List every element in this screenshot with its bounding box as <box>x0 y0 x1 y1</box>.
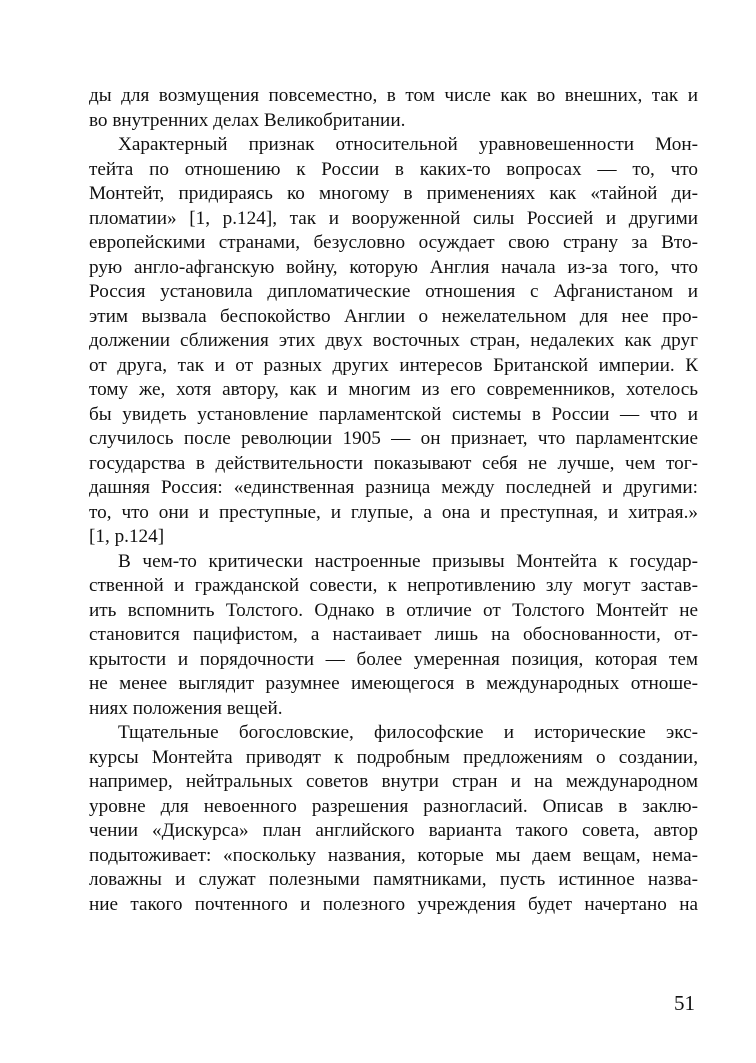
text-line: Россия установила дипломатические отношения с Афганистаном и <box>89 281 698 302</box>
text-line: В чем-то критически настроенные призывы Монтейта к государ- <box>118 550 698 572</box>
text-line: пломатии» [1, p.124], так и вооруженной силы Россией и другими <box>89 207 698 229</box>
text-line: ственной и гражданской совести, к непротивлению злу могут застав- <box>89 575 698 596</box>
text-line: ить вспомнить Толстого. Однако в отличие от Толстого Монтейт не <box>89 599 698 621</box>
text-line: уровне для невоенного разрешения разногласий. Описав в заклю- <box>89 795 698 817</box>
text-line: ние такого почтенного и полезного учреждения будет начертано на <box>89 893 698 915</box>
paragraph-1 <box>89 84 698 133</box>
text-line: должении сближения этих двух восточных стран, недалеких как друг <box>89 330 698 351</box>
text-line: тому же, хотя автору, как и многим из его современников, хотелось <box>89 379 698 400</box>
text-line: от друга, так и от разных других интересов Британской империи. К <box>89 354 698 376</box>
text-line: этим вызвала беспокойство Англии о нежелательном для нее про- <box>89 305 698 327</box>
page-number: 51 <box>674 991 695 1015</box>
body-text <box>89 84 698 917</box>
text-line: крытости и порядочности — более умеренная позиция, которая тем <box>89 648 698 670</box>
text-line: Характерный признак относительной уравновешенности Мон- <box>118 134 698 155</box>
text-line: бы увидеть установление парламентской системы в России — что и <box>89 403 698 425</box>
text-line: становится пацифистом, а настаивает лишь на обоснованности, от- <box>89 624 698 645</box>
text-line: государства в действительности показывают себя не лучше, чем тог- <box>89 452 698 474</box>
text-line: Тщательные богословские, философские и исторические экс- <box>118 722 698 743</box>
text-line: тейта по отношению к России в каких-то вопросах — то, что <box>89 158 698 180</box>
paragraph-3 <box>89 550 698 722</box>
text-line: ловажны и служат полезными памятниками, пусть истинное назва- <box>89 869 698 890</box>
text-line: например, нейтральных советов внутри стран и на международном <box>89 771 698 792</box>
text-line: то, что они и преступные, и глупые, а она и преступная, и хитрая.» <box>89 501 698 523</box>
text-line: подытоживает: «поскольку названия, которые мы даем вещам, нема- <box>89 844 698 866</box>
text-line: случилось после революции 1905 — он признает, что парламентские <box>89 428 698 449</box>
paragraph-4 <box>89 721 698 917</box>
text-line: рую англо-афганскую войну, которую Англия начала из-за того, что <box>89 256 698 278</box>
text-line: Монтейт, придираясь ко многому в применениях как «тайной ди- <box>89 183 698 204</box>
text-line: ды для возмущения повсеместно, в том числе как во внешних, так и <box>89 85 698 106</box>
paragraph-2 <box>89 133 698 550</box>
text-line: европейскими странами, безусловно осуждает свою страну за Вто- <box>89 232 698 253</box>
text-line: ниях положения вещей. <box>89 697 283 719</box>
text-line: [1, p.124] <box>89 526 165 547</box>
text-line: во внутренних делах Великобритании. <box>89 109 406 131</box>
text-line: курсы Монтейта приводят к подробным предложениям о создании, <box>89 746 698 768</box>
text-line: не менее выглядит разумнее имеющегося в международных отноше- <box>89 673 698 694</box>
text-line: чении «Дискурса» план английского варианта такого совета, автор <box>89 820 698 841</box>
text-line: дашняя Россия: «единственная разница между последней и другими: <box>89 477 698 498</box>
